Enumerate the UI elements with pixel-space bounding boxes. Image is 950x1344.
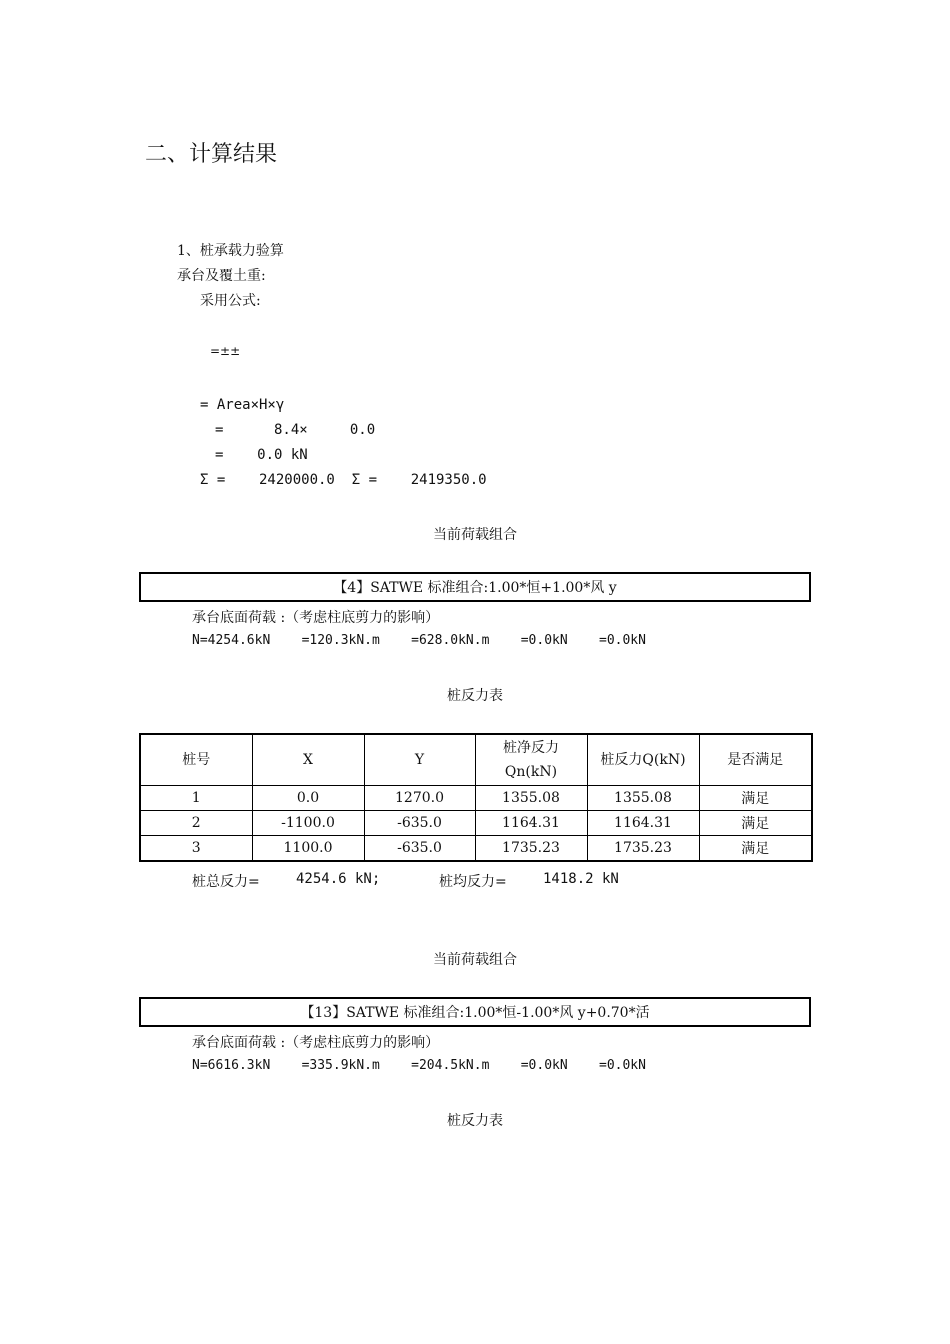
load-combo-heading: 当前荷载组合: [433, 527, 517, 543]
cell-pile-no: 2: [140, 811, 252, 836]
table-row: [140, 811, 812, 836]
cell-y: -635.0: [364, 836, 475, 862]
avg-reaction-label: 桩均反力=: [439, 874, 507, 890]
pile-reaction-table-title: 桩反力表: [447, 688, 503, 704]
table-row: [140, 786, 812, 811]
cell-reaction: 1355.08: [587, 786, 699, 811]
cell-x: 1100.0: [252, 836, 364, 862]
load-values: N=4254.6kN =120.3kN.m =628.0kN.m =0.0kN =0.0kN: [192, 633, 646, 648]
total-reaction-label: 桩总反力=: [192, 874, 260, 890]
cell-pile-no: 3: [140, 836, 252, 862]
cell-reaction: 1164.31: [587, 811, 699, 836]
pile-reaction-table-title: 桩反力表: [447, 1113, 503, 1129]
load-combo-text: 【13】SATWE 标准组合:1.00*恒-1.00*风 y+0.70*活: [300, 1005, 650, 1021]
load-combo-box: [139, 572, 811, 602]
calc-line-2: = 8.4× 0.0: [215, 422, 376, 438]
calc-line-4: Σ = 2420000.0 Σ = 2419350.0: [200, 472, 487, 488]
load-label: 承台底面荷载 :（考虑柱底剪力的影响）: [192, 1035, 440, 1051]
header-satisfied: 是否满足: [699, 734, 812, 786]
load-combo-box: [139, 997, 811, 1027]
avg-reaction-value: 1418.2 kN: [543, 871, 619, 887]
cell-satisfied: 满足: [699, 836, 812, 862]
load-label: 承台底面荷载 :（考虑柱底剪力的影响）: [192, 610, 440, 626]
cell-pile-no: 1: [140, 786, 252, 811]
cell-y: 1270.0: [364, 786, 475, 811]
calc-line-1: = Area×H×γ: [200, 397, 285, 413]
section-title: 二、计算结果: [145, 142, 278, 167]
table-row: [140, 836, 812, 862]
calc-line-3: = 0.0 kN: [215, 447, 308, 463]
table-header-row: [140, 734, 812, 786]
cell-x: -1100.0: [252, 811, 364, 836]
cell-reaction: 1735.23: [587, 836, 699, 862]
cell-satisfied: 满足: [699, 786, 812, 811]
cell-net-reaction: 1164.31: [475, 811, 587, 836]
formula-symbol: =±±: [210, 344, 241, 358]
header-y: Y: [364, 734, 475, 786]
sub-title: 1、桩承载力验算: [177, 243, 284, 259]
cell-net-reaction: 1735.23: [475, 836, 587, 862]
formula-label: 采用公式:: [200, 293, 261, 309]
cap-weight-label: 承台及覆土重:: [177, 268, 266, 284]
pile-reaction-table: [139, 733, 813, 862]
load-values: N=6616.3kN =335.9kN.m =204.5kN.m =0.0kN =0.0kN: [192, 1058, 646, 1073]
header-reaction: 桩反力Q(kN): [587, 734, 699, 786]
total-reaction-value: 4254.6 kN;: [296, 871, 381, 887]
cell-satisfied: 满足: [699, 811, 812, 836]
cell-x: 0.0: [252, 786, 364, 811]
header-x: X: [252, 734, 364, 786]
header-pile-no: 桩号: [140, 734, 252, 786]
cell-y: -635.0: [364, 811, 475, 836]
load-combo-text: 【4】SATWE 标准组合:1.00*恒+1.00*风 y: [333, 580, 617, 596]
header-net-reaction: 桩净反力 Qn(kN): [475, 734, 587, 786]
load-combo-heading: 当前荷载组合: [433, 952, 517, 968]
cell-net-reaction: 1355.08: [475, 786, 587, 811]
